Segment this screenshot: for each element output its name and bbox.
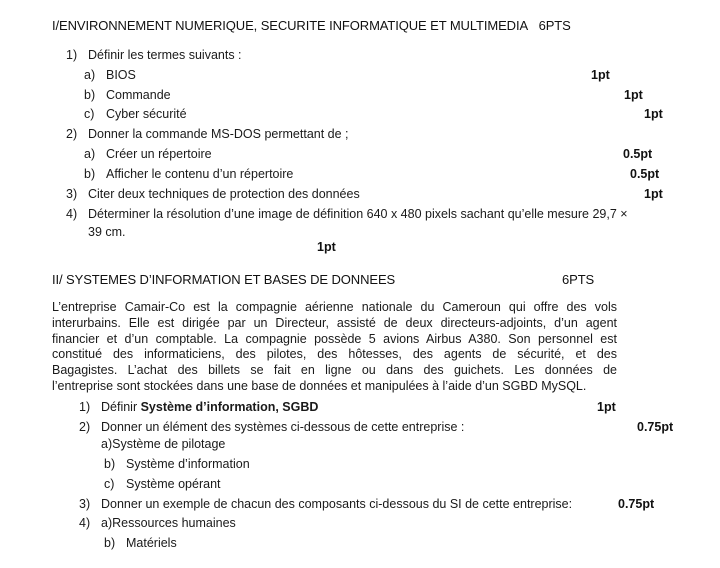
s2-question-4 [79, 515, 236, 531]
paragraph-line: l’entreprise sont stockées dans une base de données et manipulées à l’aide d’un SGBD MySQL. [52, 378, 587, 393]
s1-q1-item-c [84, 106, 187, 122]
question-number: 1) [79, 400, 91, 414]
s1-question-2 [66, 126, 349, 142]
s1-q2-item-a [84, 146, 212, 162]
section-1-title [52, 18, 571, 34]
s2-q2-item-b [104, 456, 250, 472]
s1-q1-item-b [84, 87, 171, 103]
item-letter: a) [101, 516, 113, 530]
s2-q2-points: 0.75pt [637, 420, 674, 434]
item-text: Créer un répertoire [106, 147, 212, 161]
section-1-points: 6PTS [538, 18, 571, 33]
s1-q4-points: 1pt [317, 240, 336, 254]
s2-q1-points: 1pt [597, 400, 616, 414]
item-letter: b) [84, 88, 96, 102]
paragraph-line: Bagagistes. L’achat des billets se fait en ligne ou dans des guichets. Les données de [52, 363, 617, 378]
paragraph-line: constitué des informaticiens, des pilotes, des hôtesses, des agents de sécurité, et des [52, 347, 617, 362]
s1-question-4-continued: 39 cm. [88, 225, 126, 239]
s1-question-4 [66, 206, 628, 222]
s2-q3-points: 0.75pt [618, 497, 655, 511]
question-text: Donner un élément des systèmes ci-dessous de cette entreprise : [101, 420, 465, 434]
item-letter: b) [104, 536, 116, 550]
item-text: Afficher le contenu d’un répertoire [106, 167, 294, 181]
question-text-bold: Système d’information, SGBD [140, 400, 319, 414]
question-number: 4) [79, 516, 91, 530]
section-2-heading: II/ SYSTEMES D’INFORMATION ET BASES DE DONNEES [52, 272, 396, 287]
question-number: 3) [79, 497, 91, 511]
s1-q2a-points: 0.5pt [623, 147, 653, 161]
item-text: Système d’information [126, 457, 250, 471]
item-text: Système de pilotage [112, 437, 226, 451]
item-letter: a) [101, 437, 113, 451]
question-text: Donner un exemple de chacun des composants ci-dessous du SI de cette entreprise: [101, 497, 573, 511]
item-text: Système opérant [126, 477, 221, 491]
s2-question-2 [79, 419, 464, 435]
s1-q1c-points: 1pt [644, 107, 663, 121]
item-text: BIOS [106, 68, 136, 82]
question-number: 3) [66, 187, 78, 201]
s1-q2-item-b [84, 166, 293, 182]
section-1-heading: I/ENVIRONNEMENT NUMERIQUE, SECURITE INFORMATIQUE ET MULTIMEDIA [52, 18, 529, 33]
item-letter: b) [84, 167, 96, 181]
question-text: Définir les termes suivants : [88, 48, 242, 62]
s1-q1b-points: 1pt [624, 88, 643, 102]
s1-q1-item-a [84, 67, 136, 83]
s1-question-3 [66, 186, 360, 202]
s1-q1a-points: 1pt [591, 68, 610, 82]
question-number: 1) [66, 48, 78, 62]
item-text: Ressources humaines [112, 516, 236, 530]
s2-question-1 [79, 399, 318, 415]
question-text: Donner la commande MS-DOS permettant de ; [88, 127, 349, 141]
question-text: Citer deux techniques de protection des données [88, 187, 360, 201]
context-paragraph [52, 300, 617, 395]
item-text: Cyber sécurité [106, 107, 187, 121]
item-text: Matériels [126, 536, 177, 550]
item-letter: c) [104, 477, 115, 491]
section-2-points: 6PTS [562, 272, 595, 287]
s2-q2-item-a [101, 436, 225, 452]
question-text-prefix: Définir [101, 400, 141, 414]
item-letter: a) [84, 68, 96, 82]
s1-q3-points: 1pt [644, 187, 663, 201]
item-text: Commande [106, 88, 171, 102]
s2-q2-item-c [104, 476, 221, 492]
question-text: Déterminer la résolution d’une image de définition 640 x 480 pixels sachant qu’elle mesure 29,7 × [88, 207, 628, 221]
item-letter: a) [84, 147, 96, 161]
s1-question-1 [66, 47, 242, 63]
item-letter: c) [84, 107, 95, 121]
item-letter: b) [104, 457, 116, 471]
question-number: 4) [66, 207, 78, 221]
question-number: 2) [66, 127, 78, 141]
paragraph-line: financier et d’un comptable. La compagnie possède 5 avions Airbus A380. Son personnel est [52, 331, 617, 346]
s1-q2b-points: 0.5pt [630, 167, 660, 181]
question-number: 2) [79, 420, 91, 434]
s2-question-3 [79, 496, 572, 512]
paragraph-line: L’entreprise Camair-Co est la compagnie aérienne nationale du Cameroun qui offre des vols [52, 300, 617, 314]
paragraph-line: interurbains. Elle est dirigée par un Directeur, assisté de deux directeurs-adjoints, d’un agent [52, 315, 617, 330]
s2-q4-item-b [104, 535, 177, 551]
